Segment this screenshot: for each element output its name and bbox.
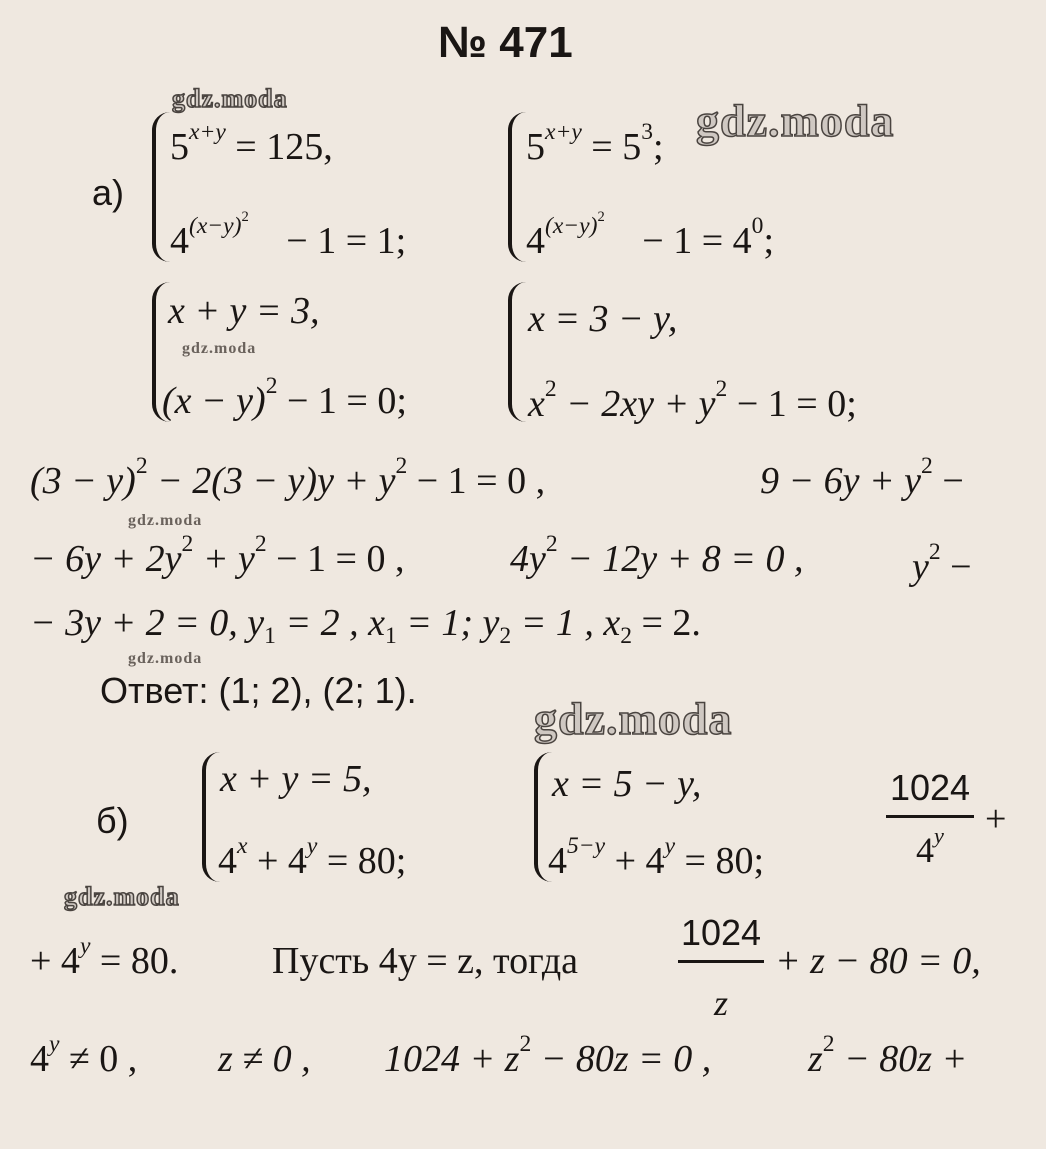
equation-line: $4y^2 - 12y + 8 = 0$ , <box>510 530 804 580</box>
equation-line: $(3 - y)^2 - 2(3 - y)y + y^2 - 1 = 0$ , <box>30 452 546 502</box>
watermark-logo: gdz.moda <box>534 693 733 744</box>
answer-a: Ответ: (1; 2), (2; 1). <box>100 670 417 711</box>
equation-line: $y^2$ − <box>912 538 972 588</box>
fraction-denominator: z <box>713 983 728 1023</box>
fraction-line <box>886 815 974 818</box>
equation: $5^{x+y} = 125$, <box>170 118 333 168</box>
watermark-logo: gdz.moda <box>696 95 895 146</box>
watermark-logo: gdz.moda <box>64 882 180 911</box>
equation: $4^{(x-y)^2} - 1 = 1$; <box>170 208 407 262</box>
equation: $4^{5-y} + 4^y = 80$; <box>548 832 765 882</box>
equation-line: − $6y + 2y^2 + y^2 - 1 = 0$ , <box>30 530 405 580</box>
equation: $x^2 - 2xy + y^2 - 1 = 0$; <box>528 375 857 425</box>
equation-line: z ≠ 0 , <box>218 1038 311 1080</box>
brace <box>152 112 170 262</box>
equation-line: $9 - 6y + y^2$ − <box>760 452 964 502</box>
fraction-numerator: 1024 <box>680 912 762 953</box>
equation: $4^{(x-y)^2} - 1 = 4^0$; <box>526 208 774 262</box>
page-title: № 471 <box>438 18 573 67</box>
equation-line: Пусть 4y = z, тогда <box>272 940 579 982</box>
equation: x = 3 − y, <box>528 298 678 340</box>
fraction-denominator: 4$^y$ <box>916 823 944 870</box>
brace <box>508 282 526 422</box>
fraction-numerator: 1024 <box>889 767 971 808</box>
part-b-label: б) <box>96 800 129 841</box>
watermark-logo: gdz.moda <box>128 650 203 667</box>
brace <box>508 112 526 262</box>
equation: x = 5 − y, <box>552 763 702 805</box>
watermark-logo: gdz.moda <box>182 340 257 357</box>
equation: x + y = 5, <box>220 758 372 800</box>
equation-line: + z − 80 = 0, <box>775 940 981 982</box>
equation-line: + $4^y = 80$. <box>30 932 179 982</box>
equation-line: $z^2 - 80z$ + <box>808 1030 968 1080</box>
equation: $5^{x+y} = 5^3$; <box>526 118 664 168</box>
equation: x + y = 3, <box>168 290 320 332</box>
watermark-logo: gdz.moda <box>172 84 288 113</box>
equation-line: $4^y \ne 0$ , <box>30 1030 138 1080</box>
equation: $(x - y)^2 - 1 = 0$; <box>162 372 407 422</box>
fraction-line <box>678 960 764 963</box>
plus-sign: + <box>985 798 1007 840</box>
equation-line: − 3y + 2 = 0, $y_1 = 2$ , $x_1 = 1$; $y_2 = 1$ , $x_2 = 2$. <box>30 602 701 650</box>
part-a-label: а) <box>92 172 125 213</box>
equation-line: $1024 + z^2 - 80z = 0$ , <box>384 1030 712 1080</box>
watermark-logo: gdz.moda <box>128 512 203 529</box>
equation: $4^x + 4^y = 80$; <box>218 832 407 882</box>
